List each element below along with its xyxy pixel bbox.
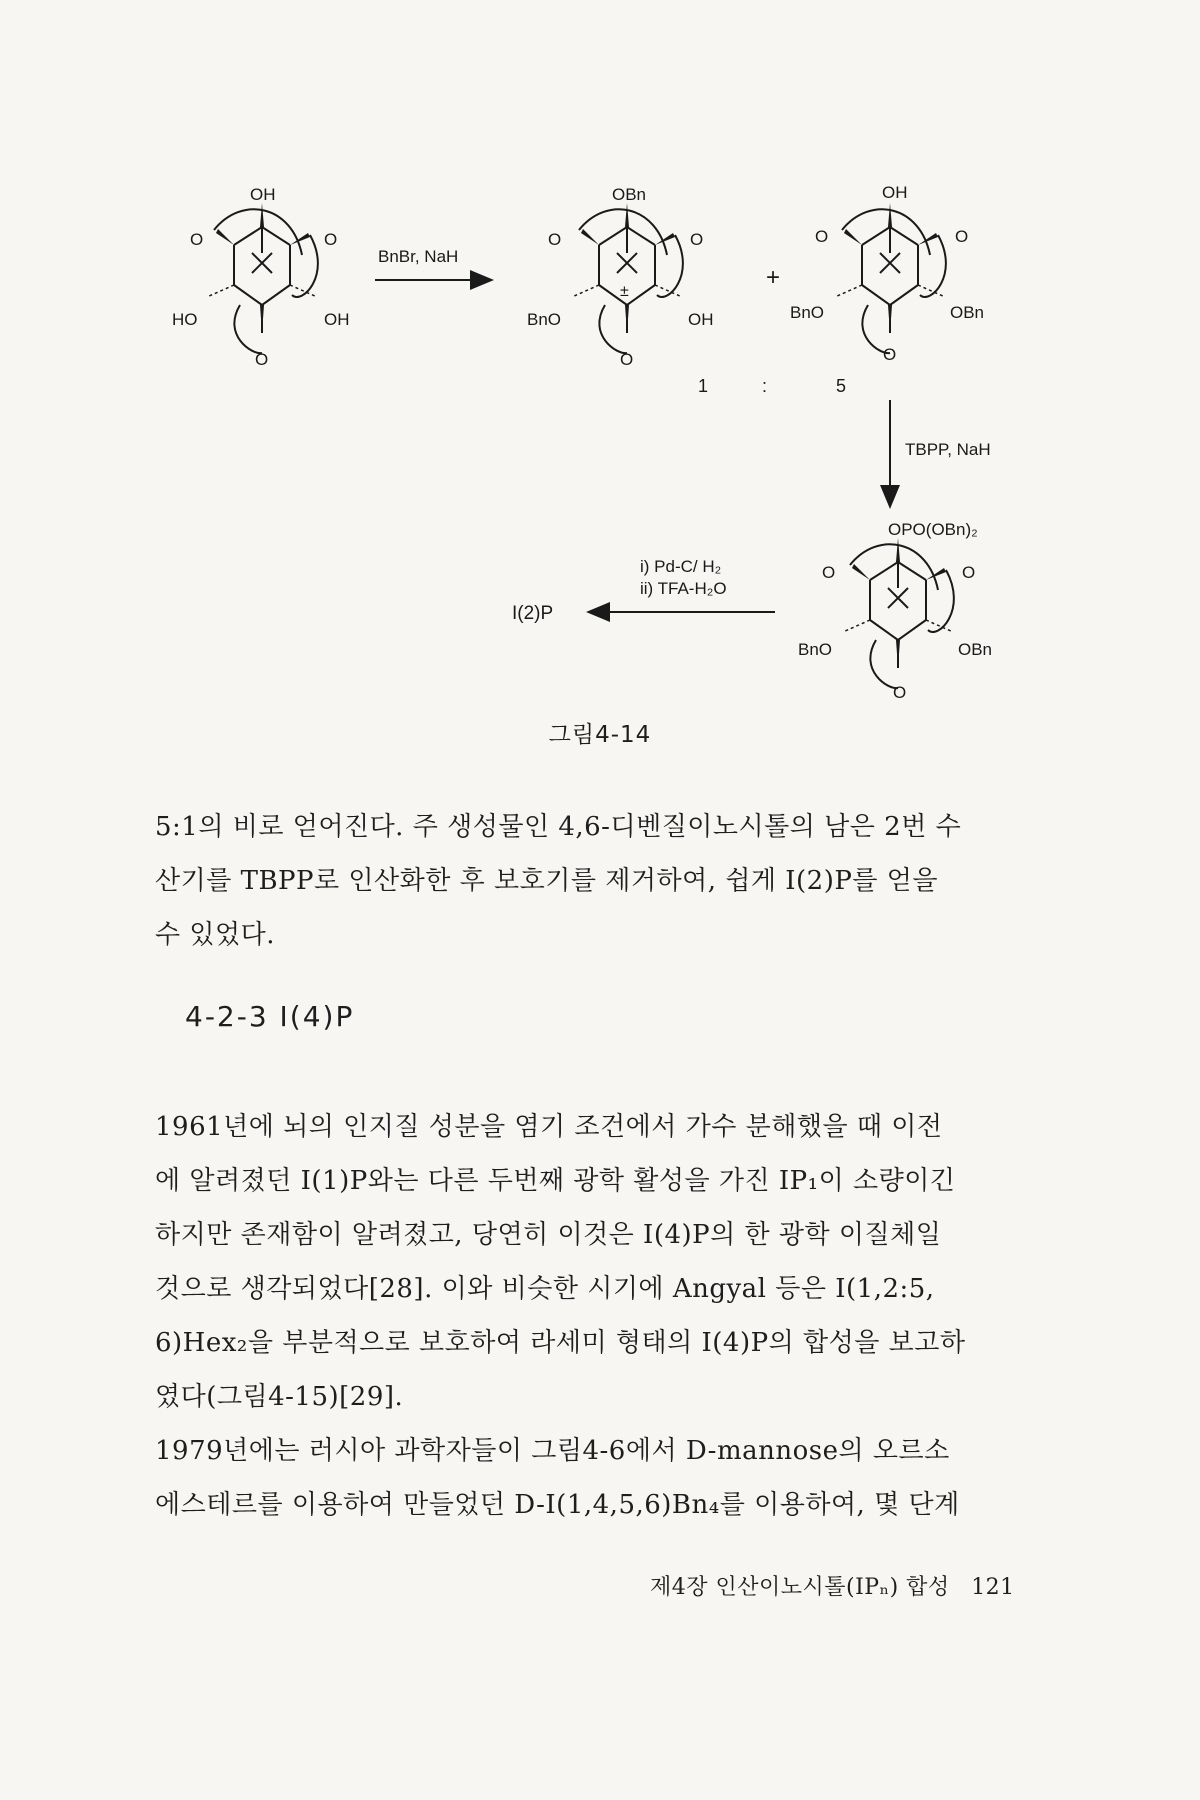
ratio-right: 5 xyxy=(836,376,847,396)
paragraph-2-line: 6)Hex₂을 부분적으로 보호하여 라세미 형태의 I(4)P의 합성을 보고하 xyxy=(155,1328,966,1358)
paragraph-2-line: 에스테르를 이용하여 만들었던 D-I(1,4,5,6)Bn₄를 이용하여, 몇 단계 xyxy=(155,1490,960,1520)
label-ho-a: HO xyxy=(172,310,198,329)
structure-starting-material xyxy=(207,203,318,353)
ratio-colon: : xyxy=(762,376,768,396)
label-bno-d: BnO xyxy=(798,640,833,659)
label-bno-b: BnO xyxy=(527,310,562,329)
plus-sign: + xyxy=(766,264,781,291)
label-bno-c: BnO xyxy=(790,303,825,322)
paragraph-2-line: 였다(그림4-15)[29]. xyxy=(155,1382,404,1412)
label-o-left-a: O xyxy=(190,230,204,249)
label-o-bottom-c: O xyxy=(883,345,897,364)
structure-product-1 xyxy=(572,203,683,353)
structure-phosphorylated xyxy=(843,538,954,688)
reagent-tfa-h2o: ii) TFA-H₂O xyxy=(640,579,727,598)
paragraph-2-line: 것으로 생각되었다[28]. 이와 비슷한 시기에 Angyal 등은 I(1,2:5, xyxy=(155,1274,935,1304)
paragraph-1-line: 산기를 TBPP로 인산화한 후 보호기를 제거하여, 쉽게 I(2)P를 얻을 xyxy=(155,866,938,896)
chapter-title: 제4장 인산이노시톨(IPₙ) 합성 xyxy=(650,1575,950,1600)
label-oh-right-a: OH xyxy=(324,310,350,329)
label-o-left-d: O xyxy=(822,563,836,582)
reagent-pd-c-h2: i) Pd-C/ H₂ xyxy=(640,557,722,576)
paragraph-1-line: 5:1의 비로 얻어진다. 주 생성물인 4,6-디벤질이노시톨의 남은 2번 수 xyxy=(155,812,962,842)
label-o-bottom-a: O xyxy=(255,350,269,369)
label-o-right-a: O xyxy=(324,230,338,249)
reagent-bnbr-nah: BnBr, NaH xyxy=(378,247,459,266)
label-o-right-c: O xyxy=(955,227,969,246)
paragraph-2-line: 하지만 존재함이 알려졌고, 당연히 이것은 I(4)P의 한 광학 이질체일 xyxy=(155,1220,942,1250)
label-o-left-c: O xyxy=(815,227,829,246)
final-product-i2p: I(2)P xyxy=(512,603,554,624)
racemic-mark: ± xyxy=(620,283,629,300)
label-oh-top-a: OH xyxy=(250,185,276,204)
label-o-bottom-d: O xyxy=(893,683,907,702)
label-oh-right-b: OH xyxy=(688,310,714,329)
paragraph-2 xyxy=(155,1100,1045,1532)
label-o-right-d: O xyxy=(962,563,976,582)
section-heading: 4-2-3 I(4)P xyxy=(185,1000,355,1033)
label-o-left-b: O xyxy=(548,230,562,249)
page-number: 121 xyxy=(971,1575,1015,1600)
paragraph-2-line: 1979년에는 러시아 과학자들이 그림4-6에서 D-mannose의 오르소 xyxy=(155,1436,950,1466)
paragraph-1 xyxy=(155,800,1045,962)
label-opo-d: OPO(OBn)₂ xyxy=(888,520,978,539)
paragraph-1-line: 수 있었다. xyxy=(155,920,275,950)
paragraph-2-line: 1961년에 뇌의 인지질 성분을 염기 조건에서 가수 분해했을 때 이전 xyxy=(155,1112,943,1142)
reaction-scheme xyxy=(0,0,1200,720)
figure-caption: 그림4-14 xyxy=(548,722,652,748)
reagent-tbpp-nah: TBPP, NaH xyxy=(905,440,991,459)
label-obn-right-c: OBn xyxy=(950,303,985,322)
label-oh-top-c: OH xyxy=(882,183,908,202)
label-obn-right-d: OBn xyxy=(958,640,993,659)
label-obn-top-b: OBn xyxy=(612,185,647,204)
label-o-right-b: O xyxy=(690,230,704,249)
paragraph-2-line: 에 알려졌던 I(1)P와는 다른 두번째 광학 활성을 가진 IP₁이 소량이긴 xyxy=(155,1166,956,1196)
structure-product-2 xyxy=(835,203,946,353)
label-o-bottom-b: O xyxy=(620,350,634,369)
ratio-left: 1 xyxy=(698,376,709,396)
page-footer xyxy=(650,1570,1015,1601)
